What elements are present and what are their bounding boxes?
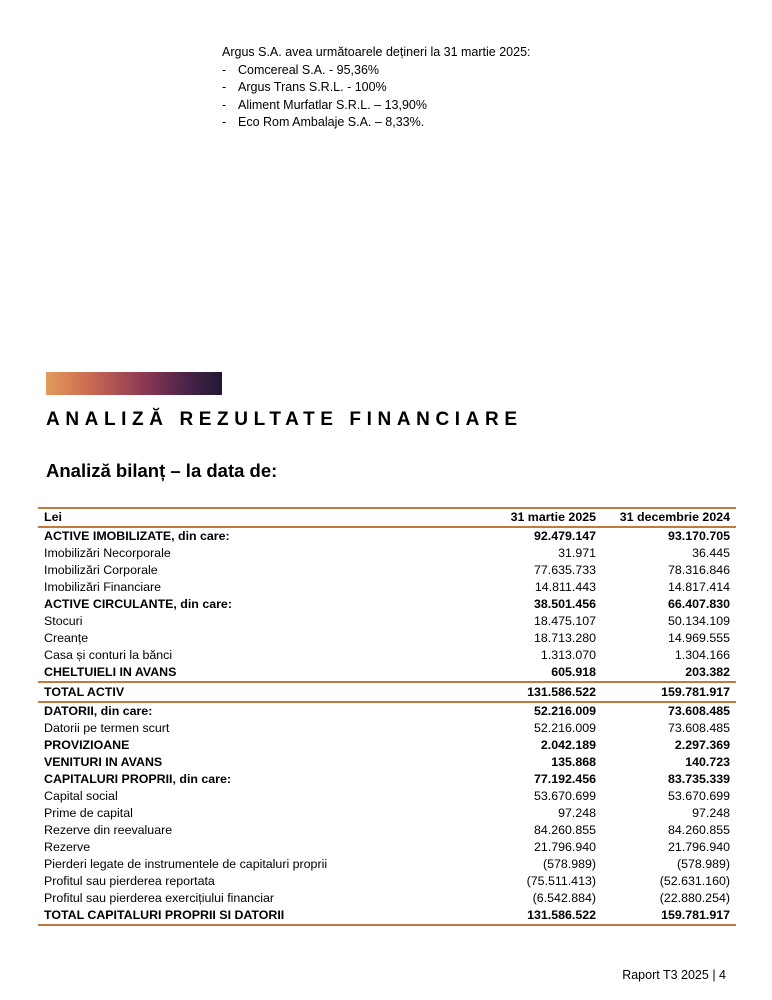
table-row bbox=[38, 702, 736, 720]
row-label: ACTIVE CIRCULANTE, din care: bbox=[44, 597, 232, 611]
table-row bbox=[38, 856, 736, 873]
row-value-2025: 92.479.147 bbox=[533, 529, 596, 543]
table-body bbox=[38, 527, 736, 925]
table-row bbox=[38, 545, 736, 562]
row-value-2025: 77.192.456 bbox=[533, 772, 596, 786]
table-row bbox=[38, 613, 736, 630]
row-label: Rezerve bbox=[44, 840, 91, 854]
header-label: Lei bbox=[38, 508, 468, 527]
gradient-accent-bar bbox=[46, 372, 222, 395]
row-value-2025: 1.313.070 bbox=[540, 648, 596, 662]
table-row bbox=[38, 754, 736, 771]
holdings-intro: Argus S.A. avea următoarele dețineri la 31 martie 2025: bbox=[222, 45, 531, 59]
row-value-2024: 50.134.109 bbox=[667, 614, 730, 628]
header-col-2: 31 decembrie 2024 bbox=[602, 508, 736, 527]
row-value-2024: 73.608.485 bbox=[667, 704, 730, 718]
table-row bbox=[38, 873, 736, 890]
row-label: Rezerve din reevaluare bbox=[44, 823, 173, 837]
row-value-2024: 66.407.830 bbox=[667, 597, 730, 611]
row-label: Casa și conturi la bănci bbox=[44, 648, 173, 662]
row-value-2024: 1.304.166 bbox=[674, 648, 730, 662]
row-value-2024: 159.781.917 bbox=[602, 682, 736, 702]
page-footer bbox=[622, 968, 726, 982]
row-value-2024: (578.989) bbox=[676, 857, 730, 871]
row-label: CHELTUIELI IN AVANS bbox=[44, 665, 177, 679]
row-value-2024: 97.248 bbox=[692, 806, 730, 820]
row-value-2025: 52.216.009 bbox=[533, 721, 596, 735]
table-row bbox=[38, 720, 736, 737]
row-label: Prime de capital bbox=[44, 806, 133, 820]
row-value-2025: 131.586.522 bbox=[468, 682, 602, 702]
row-value-2024: 14.817.414 bbox=[667, 580, 730, 594]
header-col-1: 31 martie 2025 bbox=[468, 508, 602, 527]
row-label: VENITURI IN AVANS bbox=[44, 755, 163, 769]
balance-sheet-table bbox=[38, 507, 736, 926]
row-value-2025: (578.989) bbox=[542, 857, 596, 871]
row-label: TOTAL CAPITALURI PROPRII SI DATORII bbox=[38, 907, 468, 925]
holding-item: - Argus Trans S.R.L. - 100% bbox=[222, 80, 387, 94]
row-label: Imobilizări Necorporale bbox=[44, 546, 171, 560]
table-row bbox=[38, 630, 736, 647]
row-value-2025: 2.042.189 bbox=[540, 738, 596, 752]
section-title: ANALIZĂ REZULTATE FINANCIARE bbox=[46, 409, 523, 430]
balance-sheet-table-wrapper bbox=[38, 507, 736, 926]
row-label: Profitul sau pierderea exercițiului financiar bbox=[44, 891, 275, 905]
row-value-2025: 31.971 bbox=[558, 546, 596, 560]
row-label: Pierderi legate de instrumentele de capitaluri proprii bbox=[44, 857, 328, 871]
row-value-2024: 2.297.369 bbox=[674, 738, 730, 752]
row-value-2025: 18.713.280 bbox=[533, 631, 596, 645]
row-label: Creanțe bbox=[44, 631, 89, 645]
row-value-2025: 18.475.107 bbox=[533, 614, 596, 628]
row-value-2024: 203.382 bbox=[685, 665, 730, 679]
footer-report: Raport T3 2025 bbox=[622, 968, 709, 982]
table-header-row bbox=[38, 508, 736, 527]
holding-item: - Eco Rom Ambalaje S.A. – 8,33%. bbox=[222, 115, 425, 129]
row-value-2025: (75.511.413) bbox=[526, 874, 596, 888]
row-value-2024: 21.796.940 bbox=[667, 840, 730, 854]
table-row bbox=[38, 579, 736, 596]
row-value-2024: 36.445 bbox=[692, 546, 730, 560]
row-value-2025: 52.216.009 bbox=[533, 704, 596, 718]
row-value-2024: 159.781.917 bbox=[602, 907, 736, 925]
subtitle: Analiză bilanț – la data de: bbox=[46, 460, 278, 481]
row-value-2024: 53.670.699 bbox=[667, 789, 730, 803]
table-row bbox=[38, 822, 736, 839]
row-value-2025: 135.868 bbox=[551, 755, 596, 769]
row-value-2025: 605.918 bbox=[551, 665, 596, 679]
table-row bbox=[38, 647, 736, 664]
row-label: Capital social bbox=[44, 789, 118, 803]
table-row bbox=[38, 907, 736, 925]
row-value-2025: 84.260.855 bbox=[533, 823, 596, 837]
row-value-2024: 83.735.339 bbox=[667, 772, 730, 786]
row-label: Profitul sau pierderea reportata bbox=[44, 874, 215, 888]
row-value-2024: 73.608.485 bbox=[667, 721, 730, 735]
table-row bbox=[38, 682, 736, 702]
row-value-2025: 77.635.733 bbox=[533, 563, 596, 577]
row-value-2024: 14.969.555 bbox=[667, 631, 730, 645]
row-value-2024: 93.170.705 bbox=[667, 529, 730, 543]
table-row bbox=[38, 527, 736, 545]
table-row bbox=[38, 664, 736, 682]
row-label: CAPITALURI PROPRII, din care: bbox=[44, 772, 232, 786]
table-row bbox=[38, 771, 736, 788]
row-label: DATORII, din care: bbox=[44, 704, 153, 718]
table-row bbox=[38, 737, 736, 754]
table-row bbox=[38, 890, 736, 907]
row-label: Imobilizări Corporale bbox=[44, 563, 158, 577]
table-row bbox=[38, 562, 736, 579]
table-row bbox=[38, 839, 736, 856]
holdings-block bbox=[222, 44, 531, 132]
table-row bbox=[38, 805, 736, 822]
holding-item: - Comcereal S.A. - 95,36% bbox=[222, 62, 380, 77]
row-value-2025: 38.501.456 bbox=[533, 597, 596, 611]
table-row bbox=[38, 596, 736, 613]
row-value-2025: (6.542.884) bbox=[532, 891, 596, 905]
row-label: Imobilizări Financiare bbox=[44, 580, 162, 594]
table-row bbox=[38, 788, 736, 805]
row-label: PROVIZIOANE bbox=[44, 738, 130, 752]
row-value-2025: 21.796.940 bbox=[533, 840, 596, 854]
row-value-2025: 131.586.522 bbox=[468, 907, 602, 925]
holding-item: - Aliment Murfatlar S.R.L. – 13,90% bbox=[222, 97, 427, 112]
row-label: Stocuri bbox=[44, 614, 83, 628]
footer-separator: | bbox=[712, 968, 716, 982]
row-value-2025: 53.670.699 bbox=[533, 789, 596, 803]
footer-page-number: 4 bbox=[719, 968, 726, 982]
row-value-2024: 140.723 bbox=[685, 755, 730, 769]
row-value-2025: 14.811.443 bbox=[534, 580, 596, 594]
row-value-2024: (52.631.160) bbox=[659, 874, 730, 888]
row-value-2024: 84.260.855 bbox=[667, 823, 730, 837]
row-value-2024: (22.880.254) bbox=[659, 891, 730, 905]
row-label: Datorii pe termen scurt bbox=[44, 721, 170, 735]
row-label: TOTAL ACTIV bbox=[38, 682, 468, 702]
row-value-2025: 97.248 bbox=[558, 806, 596, 820]
row-label: ACTIVE IMOBILIZATE, din care: bbox=[44, 529, 230, 543]
row-value-2024: 78.316.846 bbox=[667, 563, 730, 577]
